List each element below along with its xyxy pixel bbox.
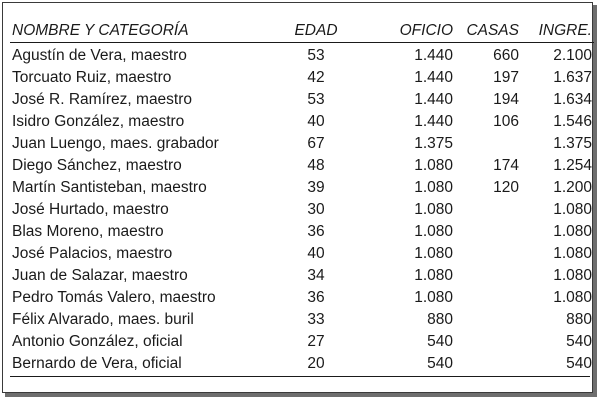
cell-casas: 174 (493, 157, 519, 174)
cell-casas: 197 (493, 69, 519, 86)
cell-ingre: 1.080 (553, 201, 592, 218)
table-row (10, 221, 594, 243)
table-row (10, 43, 594, 68)
cell-edad: 33 (307, 311, 325, 328)
table-row (10, 353, 594, 375)
cell-oficio: 1.080 (414, 201, 453, 218)
cell-name: Diego Sánchez, maestro (12, 157, 182, 174)
cell-ingre: 1.634 (553, 91, 592, 108)
cell-edad: 67 (307, 135, 325, 152)
table-row (10, 287, 594, 309)
cell-name: Blas Moreno, maestro (12, 223, 164, 240)
header-ingre: INGRE. (519, 20, 594, 43)
cell-ingre: 1.546 (553, 113, 592, 130)
cell-edad: 53 (307, 91, 325, 108)
cell-edad: 27 (307, 333, 325, 350)
header-name: NOMBRE Y CATEGORÍA (10, 20, 277, 43)
workers-table (10, 20, 594, 375)
cell-ingre: 1.375 (553, 135, 592, 152)
cell-name: Agustín de Vera, maestro (12, 47, 187, 64)
cell-edad: 34 (307, 267, 325, 284)
cell-casas (453, 221, 519, 243)
table-row (10, 133, 594, 155)
cell-name: Isidro González, maestro (12, 113, 185, 130)
cell-name: Martín Santisteban, maestro (12, 179, 207, 196)
header-row (10, 20, 594, 43)
table-row (10, 155, 594, 177)
cell-name: José Hurtado, maestro (12, 201, 169, 218)
cell-oficio: 540 (427, 333, 453, 350)
table-row (10, 309, 594, 331)
cell-oficio: 1.080 (414, 179, 453, 196)
cell-ingre: 1.080 (553, 245, 592, 262)
table-row (10, 331, 594, 353)
cell-oficio: 1.080 (414, 223, 453, 240)
cell-oficio: 1.440 (414, 91, 453, 108)
cell-name: José R. Ramírez, maestro (12, 91, 193, 108)
cell-name: Pedro Tomás Valero, maestro (12, 289, 216, 306)
table-row (10, 111, 594, 133)
cell-oficio: 540 (427, 355, 453, 372)
cell-oficio: 1.440 (414, 69, 453, 86)
cell-casas (453, 243, 519, 265)
cell-ingre: 1.254 (553, 157, 592, 174)
cell-casas: 120 (493, 179, 519, 196)
cell-ingre: 880 (566, 311, 592, 328)
cell-edad: 40 (307, 245, 325, 262)
cell-ingre: 1.200 (553, 179, 592, 196)
table-bottom-rule (10, 376, 590, 377)
cell-oficio: 1.440 (414, 113, 453, 130)
cell-casas (453, 199, 519, 221)
cell-ingre: 1.080 (553, 223, 592, 240)
cell-name: Félix Alvarado, maes. buril (12, 311, 194, 328)
cell-oficio: 1.080 (414, 245, 453, 262)
cell-oficio: 1.080 (414, 157, 453, 174)
header-casas: CASAS (453, 20, 519, 43)
cell-ingre: 540 (566, 355, 592, 372)
cell-name: José Palacios, maestro (12, 245, 173, 262)
cell-name: Torcuato Ruiz, maestro (12, 69, 172, 86)
cell-ingre: 1.080 (553, 289, 592, 306)
header-oficio: OFICIO (355, 20, 453, 43)
cell-oficio: 1.440 (414, 47, 453, 64)
table-row (10, 265, 594, 287)
cell-casas (453, 265, 519, 287)
cell-oficio: 1.080 (414, 289, 453, 306)
table-row (10, 67, 594, 89)
cell-casas (453, 353, 519, 375)
cell-name: Juan de Salazar, maestro (12, 267, 188, 284)
cell-casas (453, 309, 519, 331)
cell-name: Bernardo de Vera, oficial (12, 355, 182, 372)
cell-casas (453, 287, 519, 309)
cell-edad: 36 (307, 223, 325, 240)
cell-casas (453, 331, 519, 353)
cell-casas: 194 (493, 91, 519, 108)
cell-casas (453, 133, 519, 155)
cell-edad: 30 (307, 201, 325, 218)
cell-casas: 660 (493, 47, 519, 64)
cell-oficio: 1.375 (414, 135, 453, 152)
table-row (10, 177, 594, 199)
cell-ingre: 1.637 (553, 69, 592, 86)
cell-name: Juan Luengo, maes. grabador (12, 135, 219, 152)
cell-ingre: 540 (566, 333, 592, 350)
cell-edad: 40 (307, 113, 325, 130)
cell-casas: 106 (493, 113, 519, 130)
cell-ingre: 1.080 (553, 267, 592, 284)
cell-edad: 48 (307, 157, 325, 174)
cell-edad: 53 (307, 47, 325, 64)
table-row (10, 89, 594, 111)
cell-edad: 36 (307, 289, 325, 306)
cell-edad: 39 (307, 179, 325, 196)
cell-ingre: 2.100 (553, 47, 592, 64)
header-edad: EDAD (277, 20, 355, 43)
cell-oficio: 880 (427, 311, 453, 328)
table-row (10, 199, 594, 221)
table-row (10, 243, 594, 265)
cell-edad: 20 (307, 355, 325, 372)
cell-name: Antonio González, oficial (12, 333, 183, 350)
cell-oficio: 1.080 (414, 267, 453, 284)
frame-shadow-bottom (5, 393, 597, 397)
cell-edad: 42 (307, 69, 325, 86)
